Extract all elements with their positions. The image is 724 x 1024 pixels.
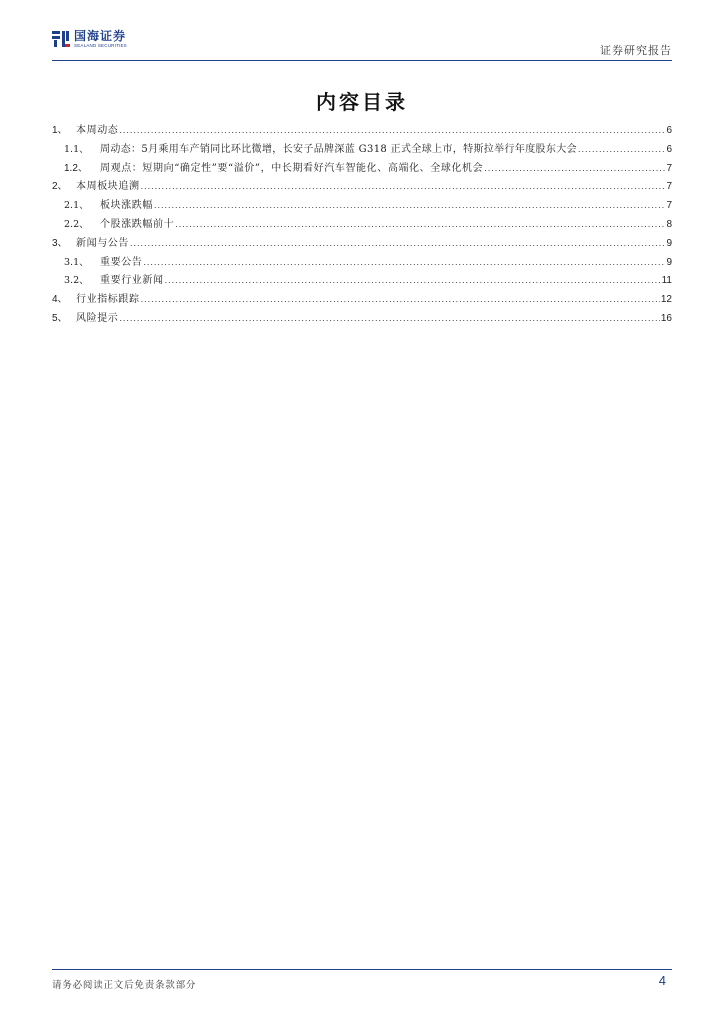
toc-entry-label: 行业指标跟踪 [76,294,140,306]
footer-disclaimer: 请务必阅读正文后免责条款部分 [52,980,197,991]
dot-leader [119,125,665,135]
toc-entry-number: 4、 [52,294,68,306]
dot-leader [154,200,665,210]
toc-entry-number: 2、 [52,181,68,193]
header-divider [52,60,672,61]
toc-entry-page: 12 [660,294,672,306]
toc-entry-label: 本周板块追溯 [76,181,140,193]
toc-entry-label: 新闻与公告 [76,237,129,249]
toc-entry-label: 重要行业新闻 [100,275,164,287]
toc-entry-page: 16 [660,312,672,324]
page-header [52,26,672,60]
toc-entry-page: 7 [666,162,672,174]
dot-leader [130,238,665,248]
company-logo [52,30,127,49]
dot-leader [484,163,665,173]
toc-entry-label: 板块涨跌幅 [100,200,153,212]
toc-entry-2-2[interactable] [52,215,672,234]
sealand-logo-icon [52,30,70,48]
dot-leader [141,294,660,304]
dot-leader [578,144,665,154]
toc-entry-number: 1、 [52,125,68,136]
toc-title: 内容目录 [316,90,408,114]
table-of-contents [52,121,672,328]
toc-entry-page: 11 [661,275,672,287]
toc-entry-2[interactable] [52,177,672,196]
logo-chinese-text: 国海证券 [74,29,127,43]
toc-entry-label: 周观点：短期向“确定性”要“溢价”，中长期看好汽车智能化、高端化、全球化机会 [100,162,484,174]
footer-divider [52,969,672,970]
dot-leader [175,219,665,229]
toc-entry-label: 重要公告 [100,256,143,268]
toc-entry-page: 9 [666,237,672,249]
toc-entry-number: 1.2、 [64,162,88,174]
toc-entry-2-1[interactable] [52,196,672,215]
toc-entry-1-1[interactable] [52,140,672,159]
dot-leader [119,313,659,323]
toc-entry-label: 本周动态 [76,125,119,136]
report-type-label: 证券研究报告 [600,44,672,57]
toc-entry-page: 8 [666,218,672,230]
toc-entry-label: 个股涨跌幅前十 [100,218,175,230]
toc-entry-label: 风险提示 [76,312,119,324]
toc-entry-number: 1.1、 [64,143,89,155]
toc-entry-page: 7 [666,181,672,193]
toc-entry-3-1[interactable] [52,253,672,272]
logo-english-text: SEALAND SECURITIES [74,43,127,48]
toc-entry-1-2[interactable] [52,159,672,178]
toc-entry-5[interactable] [52,309,672,328]
toc-entry-1[interactable] [52,121,672,140]
toc-entry-4[interactable] [52,290,672,309]
toc-entry-page: 7 [666,200,672,212]
toc-entry-number: 2.1、 [64,200,89,212]
toc-entry-number: 3、 [52,237,68,249]
toc-entry-page: 9 [666,256,672,268]
page-number: 4 [658,973,666,988]
dot-leader [141,181,666,191]
toc-entry-3[interactable] [52,234,672,253]
toc-entry-number: 5、 [52,312,68,324]
toc-entry-label: 周动态：5月乘用车产销同比环比微增，长安子品牌深蓝 G318 正式全球上市，特斯拉举行年度股东大会 [100,143,577,155]
toc-entry-number: 3.1、 [64,256,89,268]
dot-leader [165,275,661,285]
toc-entry-page: 6 [666,125,672,136]
dot-leader [143,257,665,267]
toc-entry-number: 3.2、 [64,275,89,287]
toc-entry-3-2[interactable] [52,271,672,290]
toc-entry-page: 6 [666,143,672,155]
toc-entry-number: 2.2、 [64,218,89,230]
